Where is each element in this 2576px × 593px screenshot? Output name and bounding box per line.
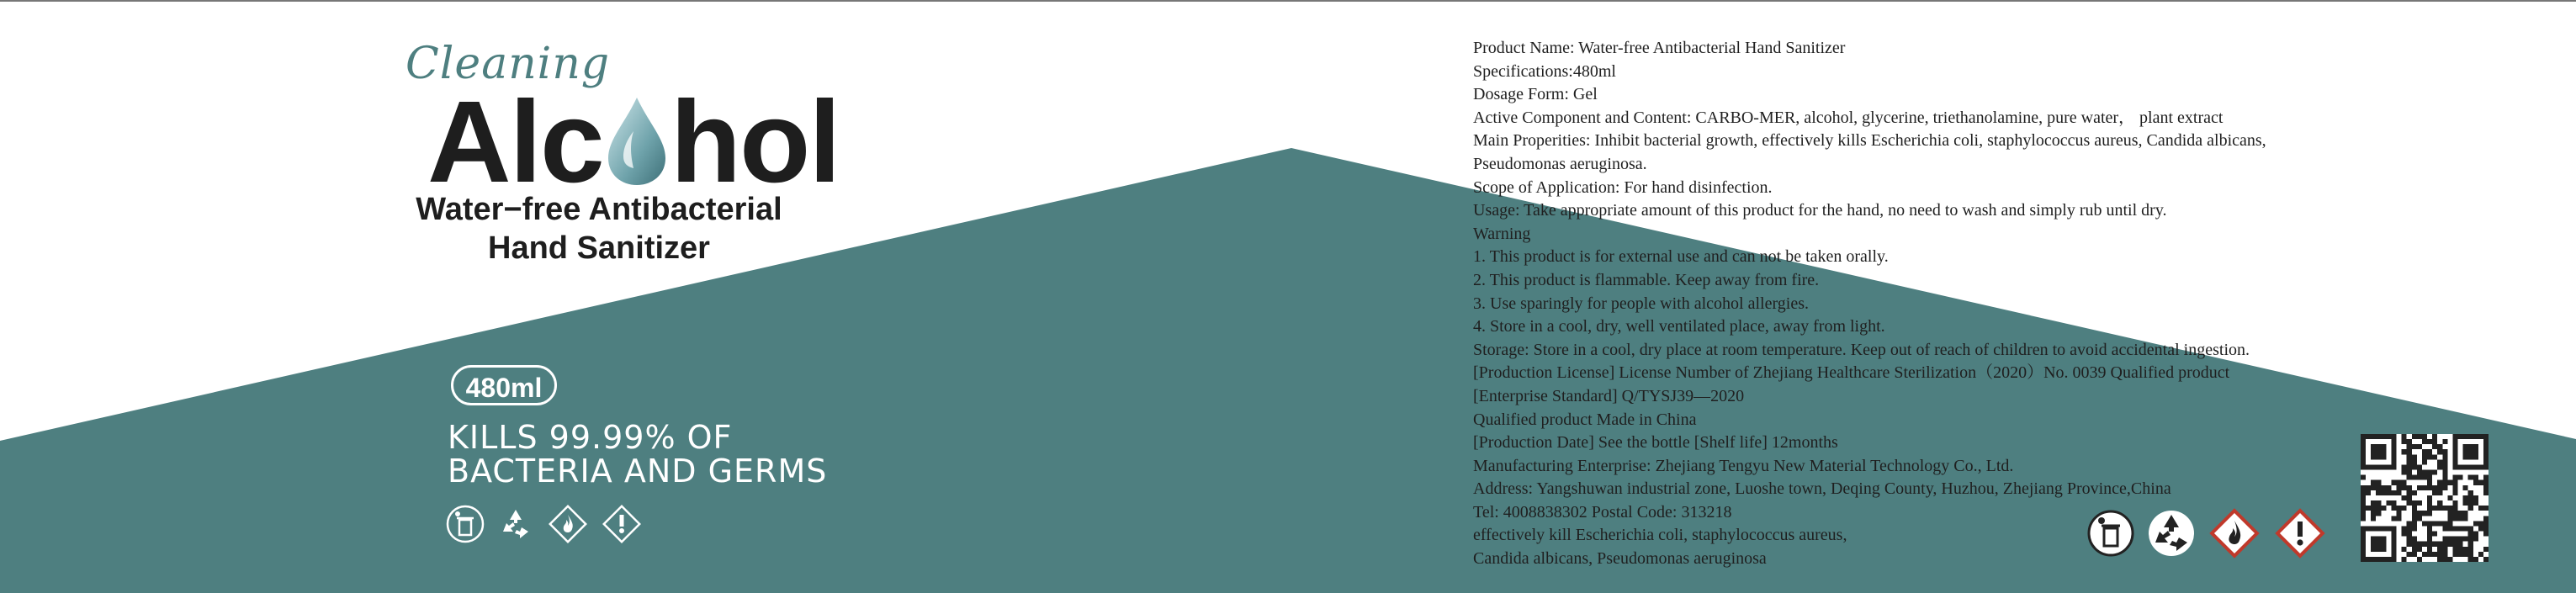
product-subtitle [405, 190, 792, 267]
product-info-text [1473, 37, 2382, 571]
info-line: Active Component and Content: CARBO-MER, alcohol, glycerine, triethanolamine, pure water， plant extract [1473, 108, 2224, 127]
recycle-icon [2147, 509, 2196, 562]
info-line: Product Name: Water-free Antibacterial Hand Sanitizer [1473, 39, 1846, 57]
info-line: Qualified product Made in China [1473, 410, 1697, 429]
info-line: Usage: Take appropriate amount of this product for the hand, no need to wash and simply rub until dry. [1473, 201, 2167, 220]
trash-bin-icon [2086, 509, 2135, 562]
info-line: Storage: Store in a cool, dry place at room temperature. Keep out of reach of children to avoid accidental ingestion. [1473, 340, 2250, 359]
volume-badge: 480ml [451, 365, 557, 405]
info-line: 3. Use sparingly for people with alcohol allergies. [1473, 294, 1809, 313]
info-line: [Production Date] See the bottle [Shelf life] 12months [1473, 433, 1838, 453]
info-line: 4. Store in a cool, dry, well ventilated place, away from light. [1473, 317, 1885, 336]
efficacy-claim [448, 421, 885, 488]
safety-icons-right [2086, 506, 2327, 564]
info-line: Scope of Application: For hand disinfection. [1473, 177, 1773, 197]
info-line: Address: Yangshuwan industrial zone, Luoshe town, Deqing County, Huzhou, Zhejiang Province,China [1473, 479, 2171, 499]
warning-hazard-icon [601, 503, 643, 549]
wordmark-part-1: Alc [427, 77, 603, 207]
info-line: [Enterprise Standard] Q/TYSJ39—2020 [1473, 386, 1745, 405]
trash-bin-icon [446, 505, 485, 548]
brand-block [405, 32, 840, 267]
info-line: Manufacturing Enterprise: Zhejiang Tengyu New Material Technology Co., Ltd. [1473, 456, 2014, 475]
info-line: Tel: 4008838302 Postal Code: 313218 [1473, 502, 1732, 522]
claim-line-1: KILLS 99.99% OF [448, 419, 733, 456]
brand-cleaning-logo: Cleaning [405, 39, 611, 89]
info-line: Main Properities: Inhibit bacterial growth, effectively kills Escherichia coli, staphylococcus aureus, Candida albicans, [1473, 131, 2266, 151]
subtitle-line-2: Hand Sanitizer [488, 230, 710, 266]
flammable-hazard-icon [547, 503, 589, 549]
top-border [0, 0, 2576, 2]
safety-icons-left [446, 503, 643, 549]
water-drop-icon [605, 89, 669, 182]
info-line: Candida albicans, Pseudomonas aeruginosa [1473, 549, 1767, 569]
info-line: Warning [1473, 224, 1531, 243]
qr-code [2361, 434, 2489, 562]
info-line: Dosage Form: Gel [1473, 85, 1598, 104]
recycle-icon [496, 505, 535, 548]
info-line: [Production License] License Number of Zhejiang Healthcare Sterilization（2020）No. 0039 Qualified product [1473, 363, 2230, 383]
info-line: effectively kill Escherichia coli, staphylococcus aureus, [1473, 526, 1847, 545]
info-line: Pseudomonas aeruginosa. [1473, 154, 1647, 173]
claim-line-2: BACTERIA AND GERMS [448, 453, 828, 490]
flammable-hazard-icon [2208, 506, 2261, 564]
info-line: Specifications:480ml [1473, 61, 1616, 81]
subtitle-line-1: Water−free Antibacterial [416, 192, 782, 227]
brand-alcohol-wordmark [427, 77, 840, 207]
info-line: 2. This product is flammable. Keep away from fire. [1473, 270, 1820, 289]
info-line: 1. This product is for external use and can not be taken orally. [1473, 247, 1889, 267]
wordmark-part-2: hol [670, 77, 840, 207]
warning-hazard-icon [2273, 506, 2327, 564]
